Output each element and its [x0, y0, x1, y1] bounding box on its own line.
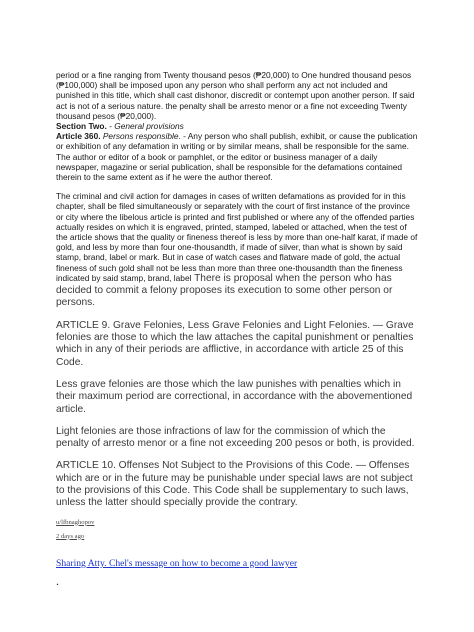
light-felonies-paragraph: Light felonies are those infractions of law for the commission of which the penalty of arresto menor or a fine not exceeding 200 pesos or both, is provided. — [56, 425, 415, 450]
article-360 — [56, 131, 418, 182]
criminal-action-text: The criminal and civil action for damages in cases of written defamations as provided for in this chapter, shall be filed simultaneously or separately with the court of first instance of the province or city where the libelous article is printed and first published or where any of the offended parties actually resides on which it is engraved, printed, stamped, labeled or attached, when the test of the article shows that the quality or fineness thereof is less by more than one-half karat, if made of gold, and less by more than four one-thousandth, if made of silver, than what is shown by said stamp, brand, label or mark. But in case of watch cases and flatware made of gold, the actual fineness of such gold shall not be less than more than three one-thousandth than the fineness indicated by said stamp, brand, label — [56, 191, 418, 283]
author-link[interactable]: u/lfbnaghopov — [56, 518, 95, 526]
article-360-label: Article 360. — [56, 131, 101, 142]
article-10-paragraph: ARTICLE 10. Offenses Not Subject to the Provisions of this Code. — Offenses which are or in the future may be punishable under special laws are not subject to the provisions of this Code. This Code shall be supplementary to such laws, unless the latter should specially provide the contrary. — [56, 460, 413, 509]
less-grave-paragraph: Less grave felonies are those which the law punishes with penalties which in their maximum period are correctional, in accordance with the abovementioned article. — [56, 378, 413, 415]
section-two-subtitle: General provisions — [114, 121, 184, 132]
section-two-label: Section Two. — [56, 121, 107, 132]
article-link[interactable]: Sharing Atty. Chel's message on how to become a good lawyer — [56, 557, 298, 569]
document-page — [56, 70, 418, 586]
article-9-paragraph: ARTICLE 9. Grave Felonies, Less Grave Felonies and Light Felonies. — Grave felonies are those to which the law attaches the capital punishment or penalties which in any of their periods are afflictive, in accordance with article 25 of this Code. — [56, 319, 414, 368]
penalty-paragraph: period or a fine ranging from Twenty thousand pesos (₱20,000) to One hundred thousand pesos (₱100,000) shall be imposed upon any person who shall perform any act not included and punished in this title, which shall cast dishonor, discredit or contempt upon another person. If said act is not of a serious nature. the penalty shall be arresto menor or a fine not exceeding Twenty thousand pesos (₱20,000). — [56, 70, 415, 121]
article-360-subtitle: Persons responsible — [102, 131, 179, 142]
bullet-mark: . — [56, 573, 59, 588]
section-two-heading: Section Two. - General provisions — [56, 121, 184, 132]
criminal-action-paragraph — [56, 191, 418, 310]
proposal-text: There is proposal when the person who has decided to commit a felony proposes its execution to some other person or persons. — [56, 272, 393, 309]
timestamp-link[interactable]: 2 days ago — [56, 532, 85, 540]
article-360-body: . - Any person who shall publish, exhibit, or cause the publication or exhibition of any defamation in writing or by similar means, shall be responsible for the same. The author or editor of a book or pamphlet, or the editor or business manager of a daily newspaper, magazine or serial publication, shall be responsible for the defamations contained therein to the same extent as if he were the author thereof. — [56, 131, 418, 183]
